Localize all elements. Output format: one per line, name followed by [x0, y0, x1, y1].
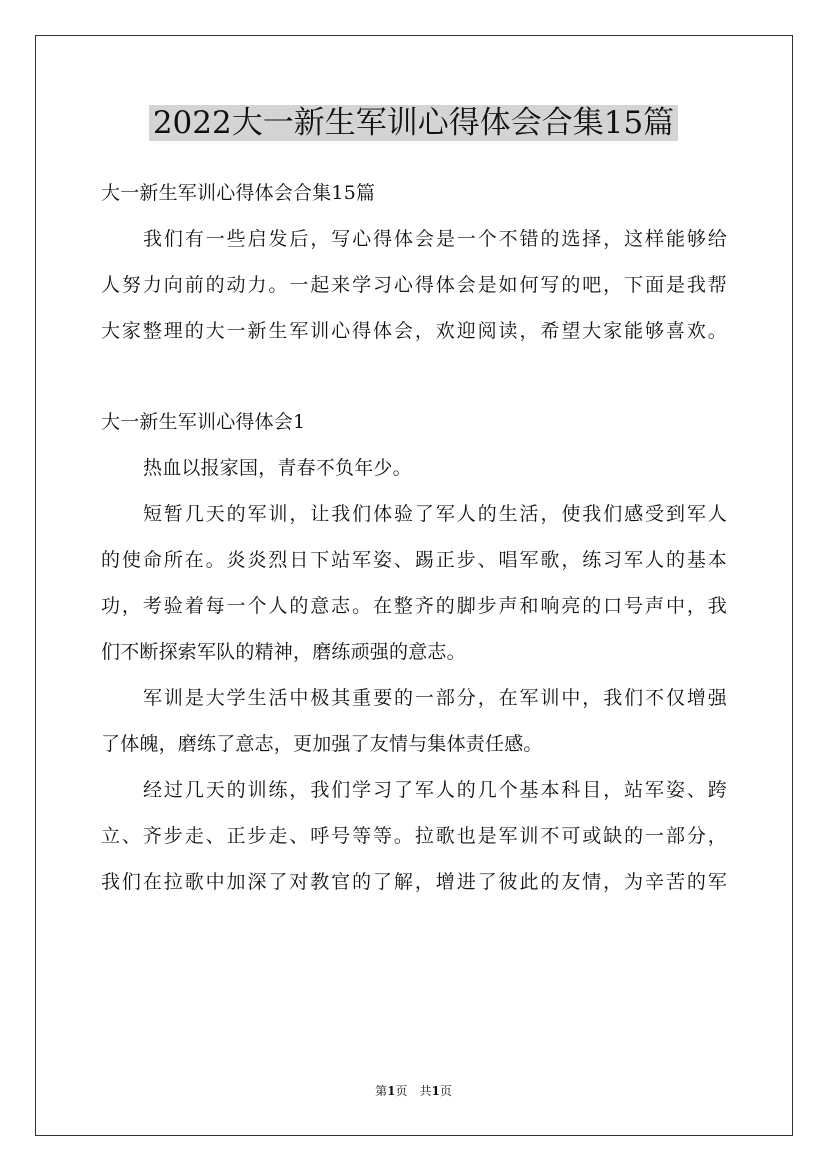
intro-line: 我们有一些启发后，写心得体会是一个不错的选择，这样能够给 [143, 228, 727, 250]
total-pages: 1 [431, 1084, 440, 1098]
section-heading: 大一新生军训心得体会1 [101, 411, 306, 433]
total-suffix: 页 [439, 1084, 452, 1098]
total-prefix: 共 [419, 1084, 432, 1098]
paragraph-line: 们不断探索军队的精神，磨练顽强的意志。 [101, 641, 466, 663]
paragraph-spacer [101, 354, 727, 399]
page-suffix: 页 [395, 1084, 408, 1098]
intro-line: 人努力向前的动力。一起来学习心得体会是如何写的吧，下面是我帮 [101, 274, 727, 296]
paragraph-line: 短暂几天的军训，让我们体验了军人的生活，使我们感受到军人 [143, 503, 727, 525]
paragraph-line: 的使命所在。炎炎烈日下站军姿、踢正步、唱军歌，练习军人的基本 [101, 549, 727, 571]
intro-line: 大家整理的大一新生军训心得体会，欢迎阅读，希望大家能够喜欢。 [101, 320, 727, 342]
paragraph-line: 经过几天的训练，我们学习了军人的几个基本科目，站军姿、跨 [143, 779, 727, 801]
document-title-text: 2022大一新生军训心得体会合集15篇 [149, 105, 678, 141]
page-number: 1 [387, 1084, 396, 1098]
paragraph-line: 功，考验着每一个人的意志。在整齐的脚步声和响亮的口号声中，我 [101, 595, 727, 617]
paragraph-line: 热血以报家国，青春不负年少。 [143, 457, 412, 479]
paragraph-line: 了体魄，磨练了意志，更加强了友情与集体责任感。 [101, 733, 543, 755]
document-title [0, 100, 827, 146]
document-subtitle: 大一新生军训心得体会合集15篇 [101, 182, 376, 204]
paragraph-line: 军训是大学生活中极其重要的一部分，在军训中，我们不仅增强 [143, 687, 727, 709]
paragraph-line: 我们在拉歌中加深了对教官的了解，增进了彼此的友情，为辛苦的军 [101, 871, 727, 893]
page-prefix: 第 [375, 1084, 388, 1098]
paragraph-line: 立、齐步走、正步走、呼号等等。拉歌也是军训不可或缺的一部分， [101, 825, 727, 847]
document-body [101, 170, 727, 905]
page-footer [0, 1082, 827, 1100]
